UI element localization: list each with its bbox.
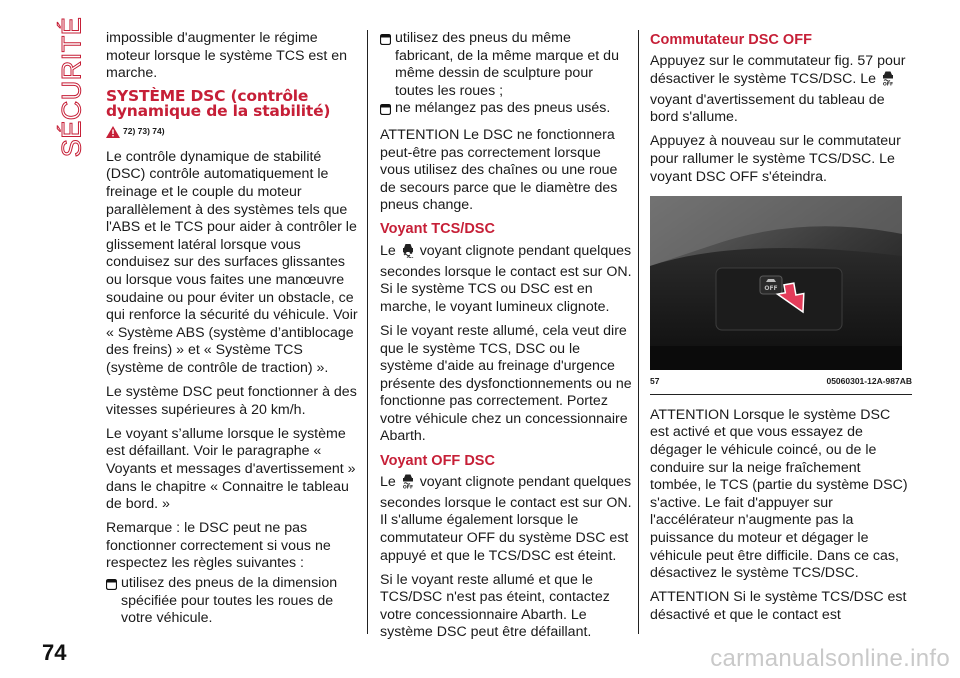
- warning-references: [106, 123, 358, 141]
- column-3: [650, 30, 912, 631]
- section-title: SYSTÈME DSC (contrôle dynamique de la stabilité): [106, 87, 331, 121]
- svg-text:OFF: OFF: [764, 285, 778, 293]
- skid-car-off-icon: [881, 70, 895, 92]
- paragraph: impossible d'augmenter le régime moteur lorsque le système TCS est en marche.: [106, 30, 348, 82]
- warning-triangle-icon: [106, 126, 120, 138]
- reference-numbers: 72) 73) 74): [123, 126, 165, 137]
- list-item-text: ne mélangez pas des pneus usés.: [395, 100, 611, 117]
- paragraph: Le voyant s’allume lorsque le système est défaillant. Voir le paragraphe « Voyants et messages d'avertissement » dans le chapitre « Connaitre le tableau de bord. »: [106, 425, 356, 513]
- checkbox-bullet-icon: [380, 33, 392, 51]
- dashboard-photo: [650, 196, 902, 370]
- skid-car-off-icon: [401, 473, 415, 495]
- list-item: [380, 30, 632, 100]
- figure-caption: [650, 370, 912, 395]
- paragraph: Appuyez à nouveau sur le commutateur pour rallumer le système TCS/DSC. Le voyant DSC OFF s'éteindra.: [650, 133, 901, 185]
- paragraph: Appuyez sur le commutateur fig. 57 pour désactiver le système TCS/DSC. Le OFF voyant d'avertissement du tableau de bord s'allume.: [650, 52, 906, 126]
- paragraph: Si le voyant reste allumé, cela veut dire que le système TCS, DSC ou le système d'aide au freinage d'urgence présente des dysfonctionnements ou ne fonctionne pas correctement. Portez votre véhicule chez un concessionnaire Abarth.: [380, 322, 632, 445]
- watermark: carmanualsonline.info: [710, 645, 950, 672]
- column-1: [106, 30, 358, 628]
- figure-dsc-off-switch: [650, 196, 902, 370]
- section-side-label: SÉCURITÉ: [56, 16, 87, 158]
- list-item-text: utilisez des pneus du même fabricant, de la même marque et du même dessin de sculpture pour toutes les roues ;: [395, 30, 619, 99]
- page-number: 74: [42, 640, 67, 665]
- column-2: [380, 30, 632, 649]
- column-divider: [638, 30, 639, 634]
- paragraph: Le OFF voyant clignote pendant quelques secondes lorsque le contact est sur ON. Il s'allume également lorsque le commutateur OFF du système DSC est appuyé et que le TCS/DSC est éteint.: [380, 474, 632, 564]
- list-item: [106, 575, 358, 628]
- column-divider: [367, 30, 368, 634]
- list-item: [380, 100, 632, 121]
- svg-text:OFF: OFF: [882, 82, 894, 87]
- checkbox-bullet-icon: [106, 578, 118, 596]
- paragraph: Le contrôle dynamique de stabilité (DSC) contrôle automatiquement le freinage et le couple du moteur parallèlement à des systèmes tels que l'ABS et le TCS pour aider à contrôler le glissement latéral lorsque vous conduisez sur des surfaces glissantes ou lorsque vous faites une manœuvre soudaine ou pour éviter un obstacle, ce qui renforce la sécurité du véhicule. Voir « Système ABS (système d’antiblocage des freins) » et « Système TCS (système de contrôle de traction) ».: [106, 148, 358, 376]
- figure-number: 57: [650, 376, 660, 387]
- subheading-dsc-off-switch: Commutateur DSC OFF: [650, 32, 812, 48]
- attention-note: ATTENTION Si le système TCS/DSC est désactivé et que le contact est: [650, 589, 907, 623]
- skid-car-icon: [401, 242, 415, 264]
- subheading-dsc-off: Voyant OFF DSC: [380, 452, 495, 469]
- list-item-text: utilisez des pneus de la dimension spécifiée pour toutes les roues de votre véhicule.: [121, 575, 338, 627]
- attention-note: ATTENTION Lorsque le système DSC est activé et que vous essayez de dégager le véhicule coincé, ou de le conduire sur la neige fraîchement tombée, le TCS (partie du système DSC) s'active. Le fait d'appuyer sur l'accélérateur n'augmente pas la puissance du moteur et dégager le véhicule peut être difficile. Dans ce cas, désactivez le système TCS/DSC.: [650, 406, 908, 582]
- paragraph: Si le voyant reste allumé et que le TCS/DSC n'est pas éteint, contactez votre concessionnaire Abarth. Le système DSC peut être défaillant.: [380, 571, 610, 641]
- checkbox-bullet-icon: [380, 103, 392, 121]
- svg-text:OFF: OFF: [402, 485, 413, 490]
- paragraph: Le voyant clignote pendant quelques secondes lorsque le contact est sur ON. Si le système TCS ou DSC est en marche, le voyant lumineux clignote.: [380, 243, 632, 315]
- paragraph: Remarque : le DSC peut ne pas fonctionner correctement si vous ne respectez les règles suivantes :: [106, 520, 331, 572]
- paragraph: Le système DSC peut fonctionner à des vitesses supérieures à 20 km/h.: [106, 384, 357, 418]
- attention-note: ATTENTION Le DSC ne fonctionnera peut-être pas correctement lorsque vous utilisez des chaînes ou une roue de secours parce que le diamètre des pneus change.: [380, 126, 618, 214]
- figure-code: 05060301-12A-987AB: [826, 376, 912, 387]
- subheading-tcs-dsc: Voyant TCS/DSC: [380, 221, 495, 238]
